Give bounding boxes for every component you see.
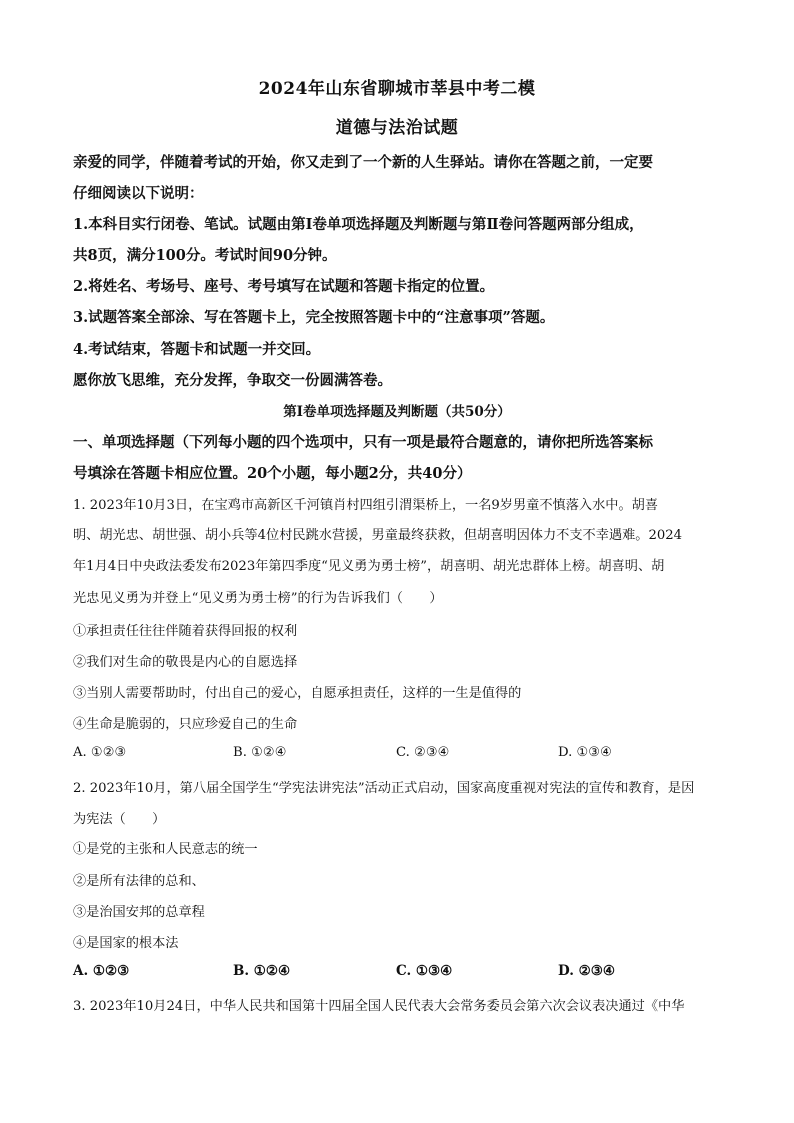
- question-1-option-c[interactable]: C. ②③④: [396, 745, 450, 760]
- section-heading-cont: 号填涂在答题卡相应位置。20个小题，每小题2分，共40分）: [73, 465, 472, 482]
- question-1-stem-line: 光忠见义勇为并登上“见义勇为勇士榜”的行为告诉我们（ ）: [73, 591, 443, 606]
- question-1-statement: ①承担责任往往伴随着获得回报的权利: [73, 624, 298, 639]
- question-1-option-a[interactable]: A. ①②③: [73, 745, 127, 760]
- closing-line: 愿你放飞思维，充分发挥，争取交一份圆满答卷。: [73, 372, 392, 389]
- question-2-stem-line: 2. 2023年10月，第八届全国学生“学宪法讲宪法”活动正式启动，国家高度重视对宪法的宣传和教育，是因: [73, 781, 695, 796]
- question-1-statement: ④生命是脆弱的，只应珍爱自己的生命: [73, 717, 298, 732]
- section-heading: 一、单项选择题（下列每小题的四个选项中，只有一项是最符合题意的，请你把所选答案标: [73, 434, 653, 451]
- question-2-statement: ③是治国安邦的总章程: [73, 905, 205, 920]
- instruction-item-3: 3.试题答案全部涂、写在答题卡上，完全按照答题卡中的“注意事项”答题。: [73, 309, 555, 326]
- question-2-option-d[interactable]: D. ②③④: [558, 963, 615, 979]
- instruction-item-1-cont: 共8页，满分100分。考试时间90分钟。: [73, 247, 337, 264]
- question-2-option-c[interactable]: C. ①③④: [396, 963, 453, 979]
- intro-line-1: 亲爱的同学，伴随着考试的开始，你又走到了一个新的人生驿站。请你在答题之前，一定要: [73, 154, 653, 171]
- question-2-statement: ①是党的主张和人民意志的统一: [73, 842, 258, 857]
- question-1-statement: ③当别人需要帮助时，付出自己的爱心，自愿承担责任，这样的一生是值得的: [73, 686, 522, 701]
- part-title: 第Ⅰ卷单项选择题及判断题（共50分）: [283, 404, 511, 420]
- question-2-stem-line: 为宪法（ ）: [73, 812, 166, 827]
- exam-title: 2024年山东省聊城市莘县中考二模: [258, 79, 536, 99]
- instruction-item-1: 1.本科目实行闭卷、笔试。试题由第Ⅰ卷单项选择题及判断题与第Ⅱ卷问答题两部分组成，: [73, 216, 644, 233]
- question-1-stem-line: 明、胡光忠、胡世强、胡小兵等4位村民跳水营援，男童最终获救，但胡喜明因体力不支不幸遇难。2024: [73, 528, 683, 543]
- question-1-stem-line: 年1月4日中央政法委发布2023年第四季度“见义勇为勇士榜”，胡喜明、胡光忠群体上榜。胡喜明、胡: [73, 559, 665, 574]
- question-1-statement: ②我们对生命的敬畏是内心的自愿选择: [73, 655, 298, 670]
- question-2-statement: ④是国家的根本法: [73, 936, 179, 951]
- question-2-statement: ②是所有法律的总和、: [73, 874, 205, 889]
- question-1-stem-line: 1. 2023年10月3日，在宝鸡市高新区千河镇肖村四组引渭渠桥上，一名9岁男童不慎落入水中。胡喜: [73, 498, 659, 513]
- instruction-item-2: 2.将姓名、考场号、座号、考号填写在试题和答题卡指定的位置。: [73, 278, 495, 295]
- question-3-stem-line: 3. 2023年10月24日，中华人民共和国第十四届全国人民代表大会常务委员会第六次会议表决通过《中华: [73, 999, 685, 1014]
- instruction-item-4: 4.考试结束，答题卡和试题一并交回。: [73, 341, 321, 358]
- question-2-option-b[interactable]: B. ①②④: [233, 963, 291, 979]
- question-1-option-b[interactable]: B. ①②④: [233, 745, 287, 760]
- question-2-option-a[interactable]: A. ①②③: [73, 963, 130, 979]
- intro-line-2: 仔细阅读以下说明：: [73, 185, 204, 202]
- question-1-option-d[interactable]: D. ①③④: [558, 745, 612, 760]
- exam-subject: 道德与法治试题: [335, 118, 459, 138]
